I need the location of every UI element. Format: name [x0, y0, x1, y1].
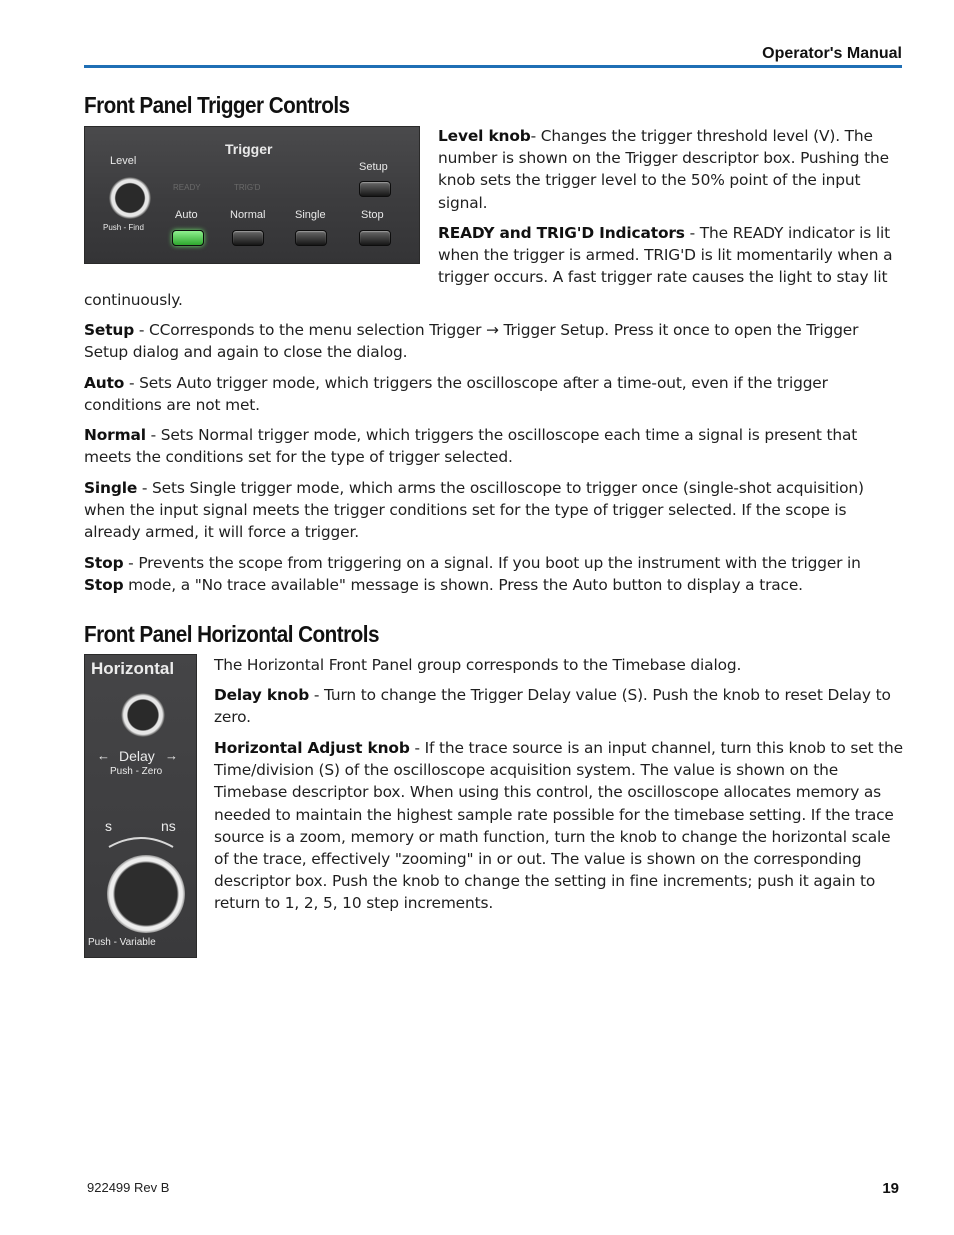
- footer-page-number: 19: [882, 1180, 899, 1197]
- horizontal-panel-push-variable: Push - Variable: [88, 937, 156, 948]
- horizontal-heading: Front Panel Horizontal Controls: [84, 621, 379, 647]
- level-knob-term: Level knob: [438, 127, 531, 145]
- single-text: - Sets Single trigger mode, which arms the oscilloscope to trigger once (single-shot acquisition) when the input signal meets the trigger conditions set for the type of trigger selected. If the scope is already armed, it will force a trigger.: [84, 479, 864, 542]
- trigger-heading: Front Panel Trigger Controls: [84, 92, 350, 118]
- trigger-panel-setup-label: Setup: [359, 161, 388, 173]
- horizontal-adjust-term: Horizontal Adjust knob: [214, 739, 410, 757]
- stop-text: - Prevents the scope from triggering on a signal. If you boot up the instrument with the trigger in: [123, 554, 861, 572]
- horizontal-intro: The Horizontal Front Panel group corresponds to the Timebase dialog.: [214, 656, 742, 674]
- horizontal-panel-delay: Delay: [119, 748, 155, 764]
- trigger-panel-title: Trigger: [225, 141, 273, 157]
- level-knob-text: - Changes the trigger threshold level (V). The number is shown on the Trigger descriptor box. Pushing the knob sets the trigger level to the 50% point of the input signal.: [438, 127, 889, 212]
- normal-paragraph: [84, 424, 904, 468]
- trigger-panel-image: [84, 126, 420, 264]
- setup-paragraph: [84, 319, 904, 363]
- setup-text: - CCorresponds to the menu selection Trigger → Trigger Setup. Press it once to open the Trigger Setup dialog and again to close the dialog.: [84, 321, 859, 362]
- delay-knob-text: - Turn to change the Trigger Delay value (S). Push the knob to reset Delay to zero.: [214, 686, 891, 727]
- trigger-panel-auto-label: Auto: [175, 209, 198, 221]
- horizontal-adjust-knob-icon: [107, 855, 185, 933]
- trigger-panel-level-label: Level: [110, 155, 137, 167]
- delay-knob-term: Delay knob: [214, 686, 310, 704]
- single-paragraph: [84, 477, 904, 544]
- normal-text: - Sets Normal trigger mode, which triggers the oscilloscope each time a signal is present that meets the conditions set for the type of trigger selected.: [84, 426, 858, 467]
- horizontal-panel-image: [84, 654, 197, 958]
- delay-knob-paragraph: [214, 684, 904, 728]
- delay-knob-icon: [121, 693, 165, 737]
- stop-text-2: mode, a "No trace available" message is shown. Press the Auto button to display a trace.: [123, 576, 803, 595]
- trigger-panel-push-find: Push - Find: [103, 223, 144, 232]
- horizontal-adjust-text: - If the trace source is an input channel, turn this knob to set the Time/division (S) of the oscilloscope acquisition system. The value is shown on the Timebase descriptor box. When using this control, the oscilloscope allocates memory as needed to maintain the highest sample rate possible for the timebase setting. If the trace source is a zoom, memory or math function, turn the knob to change the horizontal scale of the trace, effectively "zooming" in or out. The value is shown on the corresponding descriptor box. Push the knob to change the setting in fine increments; push it again to return to 1, 2, 5, 10 step increments.: [214, 739, 903, 913]
- horizontal-panel-delay-arrow-right: →: [165, 748, 178, 763]
- indicators-continued: continuously.: [84, 291, 183, 309]
- trigger-panel-trigd: TRIG'D: [234, 183, 261, 192]
- horizontal-panel-push-zero: Push - Zero: [110, 766, 163, 777]
- stop-paragraph: [84, 552, 904, 596]
- footer-doc-id: 922499 Rev B: [87, 1180, 170, 1195]
- level-knob-paragraph: [438, 125, 908, 214]
- stop-term-2: Stop: [84, 576, 124, 595]
- trigger-panel-normal-label: Normal: [230, 209, 266, 221]
- horizontal-adjust-paragraph: [214, 737, 904, 915]
- single-term: Single: [84, 479, 138, 497]
- auto-term: Auto: [84, 374, 125, 392]
- adjust-arc-icon: [105, 831, 177, 849]
- header-title: Operator's Manual: [762, 45, 902, 62]
- stop-term: Stop: [84, 554, 124, 572]
- stop-button-icon: [359, 230, 391, 246]
- indicators-term: READY and TRIG'D Indicators: [438, 224, 685, 242]
- header-rule: [84, 65, 902, 68]
- auto-text: - Sets Auto trigger mode, which triggers the oscilloscope after a time-out, even if the trigger conditions are not met.: [84, 374, 828, 415]
- auto-button-icon: [172, 230, 204, 246]
- setup-button-icon: [359, 181, 391, 197]
- normal-term: Normal: [84, 426, 146, 444]
- horizontal-panel-delay-arrows: ←: [97, 748, 110, 763]
- indicators-paragraph: [438, 222, 908, 289]
- trigger-panel-ready: READY: [173, 183, 201, 192]
- horizontal-panel-ns: ns: [161, 818, 176, 834]
- level-knob-icon: [109, 177, 151, 219]
- trigger-panel-stop-label: Stop: [361, 209, 384, 221]
- auto-paragraph: [84, 372, 904, 416]
- horizontal-panel-title: Horizontal: [91, 659, 175, 678]
- indicators-text: - The READY indicator is lit when the trigger is armed. TRIG'D is lit momentarily when a trigger occurs. A fast trigger rate causes the light to stay lit: [438, 224, 893, 287]
- setup-term: Setup: [84, 321, 135, 339]
- single-button-icon: [295, 230, 327, 246]
- normal-button-icon: [232, 230, 264, 246]
- horizontal-panel-s: s: [105, 818, 112, 834]
- trigger-panel-single-label: Single: [295, 209, 326, 221]
